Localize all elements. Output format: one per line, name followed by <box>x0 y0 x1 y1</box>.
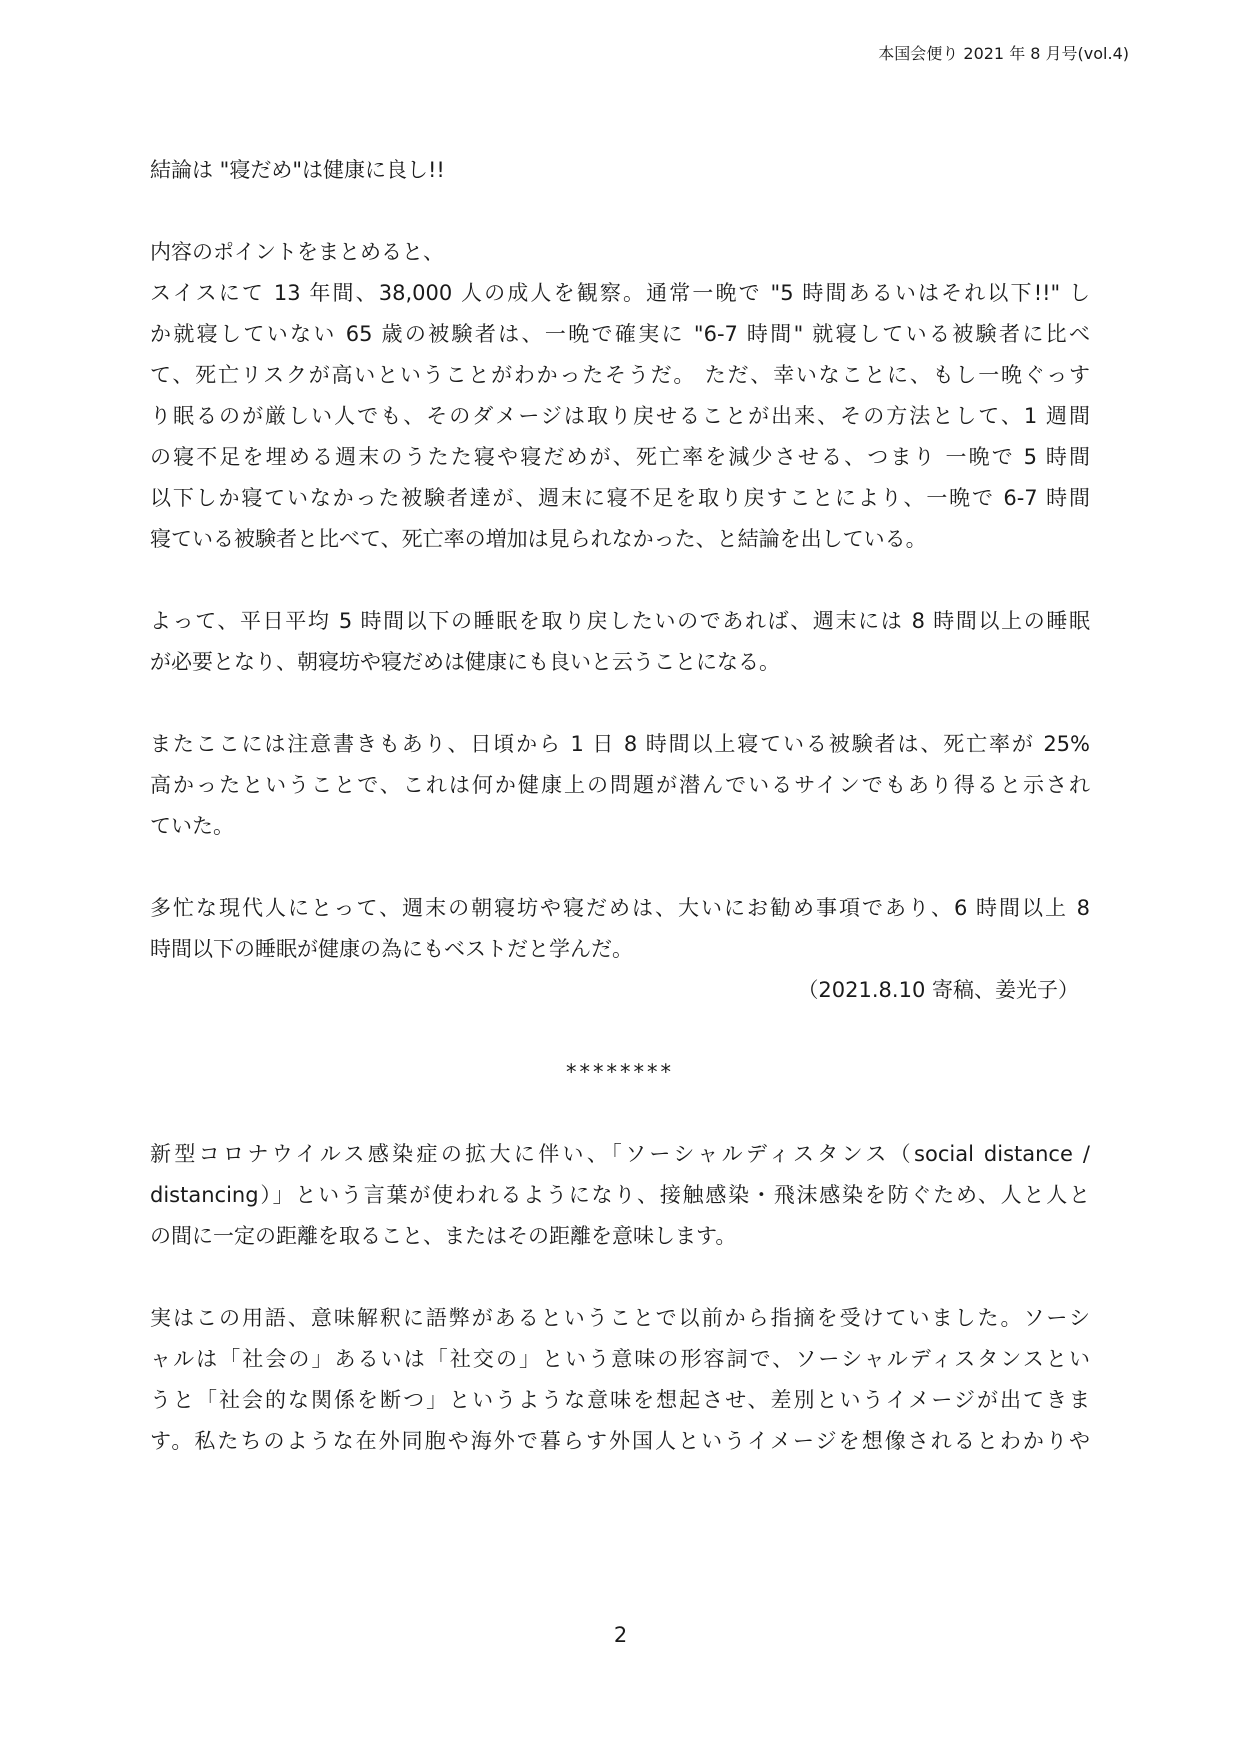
newsletter-issue-header: 本国会便り 2021 年 8 月号(vol.4) <box>878 44 1129 63</box>
summary-paragraph <box>150 232 1090 560</box>
summary-line: 以下しか寝ていなかった被験者達が、週末に寝不足を取り戻すことにより、一晩で 6-7 時間 <box>150 486 1090 510</box>
summary-line: 寝ている被験者と比べて、死亡率の増加は見られなかった、と結論を出している。 <box>150 527 927 551</box>
therefore-line: よって、平日平均 5 時間以下の睡眠を取り戻したいのであれば、週末には 8 時間以上の睡眠 <box>150 609 1090 633</box>
therefore-paragraph <box>150 601 1090 683</box>
intro-line: distancing）」という言葉が使われるようになり、接触感染・飛沫感染を防ぐため、人と人と <box>150 1183 1090 1207</box>
section-separator: ******** <box>566 1060 674 1084</box>
summary-intro-line: 内容のポイントをまとめると、 <box>150 240 444 264</box>
caution-paragraph <box>150 724 1090 847</box>
body-line: うと「社会的な関係を断つ」というような意味を想起させ、差別というイメージが出てきま <box>150 1388 1090 1412</box>
paragraph-gap <box>150 847 1090 888</box>
page-number: 2 <box>613 1623 628 1647</box>
page-content <box>150 150 1090 1462</box>
intro-line: の間に一定の距離を取ること、またはその距離を意味します。 <box>150 1224 737 1248</box>
closing-paragraph <box>150 888 1090 970</box>
summary-line: て、死亡リスクが高いということがわかったそうだ。 ただ、幸いなことに、もし一晩ぐっす <box>150 363 1090 387</box>
intro-line: 新型コロナウイルス感染症の拡大に伴い、「ソーシャルディスタンス（social distance / <box>150 1142 1090 1166</box>
body-line: 実はこの用語、意味解釈に語弊があるということで以前から指摘を受けていました。ソーシ <box>150 1306 1090 1330</box>
paragraph-gap <box>150 191 1090 232</box>
caution-line: ていた。 <box>150 814 234 838</box>
social-distance-intro-paragraph <box>150 1134 1090 1257</box>
body-line: ャルは「社会の」あるいは「社交の」という意味の形容詞で、ソーシャルディスタンスとい <box>150 1347 1090 1371</box>
paragraph-gap <box>150 560 1090 601</box>
summary-line: の寝不足を埋める週末のうたた寝や寝だめが、死亡率を減少させる、つまり 一晩で 5 時間 <box>150 445 1090 469</box>
summary-line: り眠るのが厳しい人でも、そのダメージは取り戻せることが出来、その方法として、1 週間 <box>150 404 1090 428</box>
conclusion-paragraph <box>150 150 1090 191</box>
social-distance-body-paragraph <box>150 1298 1090 1462</box>
therefore-line: が必要となり、朝寝坊や寝だめは健康にも良いと云うことになる。 <box>150 650 780 674</box>
closing-line: 多忙な現代人にとって、週末の朝寝坊や寝だめは、大いにお勧め事項であり、6 時間以上 8 <box>150 896 1090 920</box>
caution-line: またここには注意書きもあり、日頃から 1 日 8 時間以上寝ている被験者は、死亡率が 25% <box>150 732 1090 756</box>
summary-line: スイスにて 13 年間、38,000 人の成人を観察。通常一晩で "5 時間あるいはそれ以下!!" し <box>150 281 1090 305</box>
author-signature: （2021.8.10 寄稿、姜光子） <box>797 978 1079 1002</box>
caution-line: 高かったということで、これは何か健康上の問題が潜んでいるサインでもあり得ると示され <box>150 773 1090 797</box>
summary-line: か就寝していない 65 歳の被験者は、一晩で確実に "6-7 時間" 就寝している被験者に比べ <box>150 322 1090 346</box>
paragraph-gap <box>150 683 1090 724</box>
paragraph-gap <box>150 1093 1090 1134</box>
paragraph-gap <box>150 1257 1090 1298</box>
conclusion-line: 結論は "寝だめ"は健康に良し!! <box>150 158 445 182</box>
closing-line: 時間以下の睡眠が健康の為にもベストだと学んだ。 <box>150 937 633 961</box>
paragraph-gap <box>150 1011 1090 1052</box>
body-line: す。私たちのような在外同胞や海外で暮らす外国人というイメージを想像されるとわかりや <box>150 1429 1090 1453</box>
